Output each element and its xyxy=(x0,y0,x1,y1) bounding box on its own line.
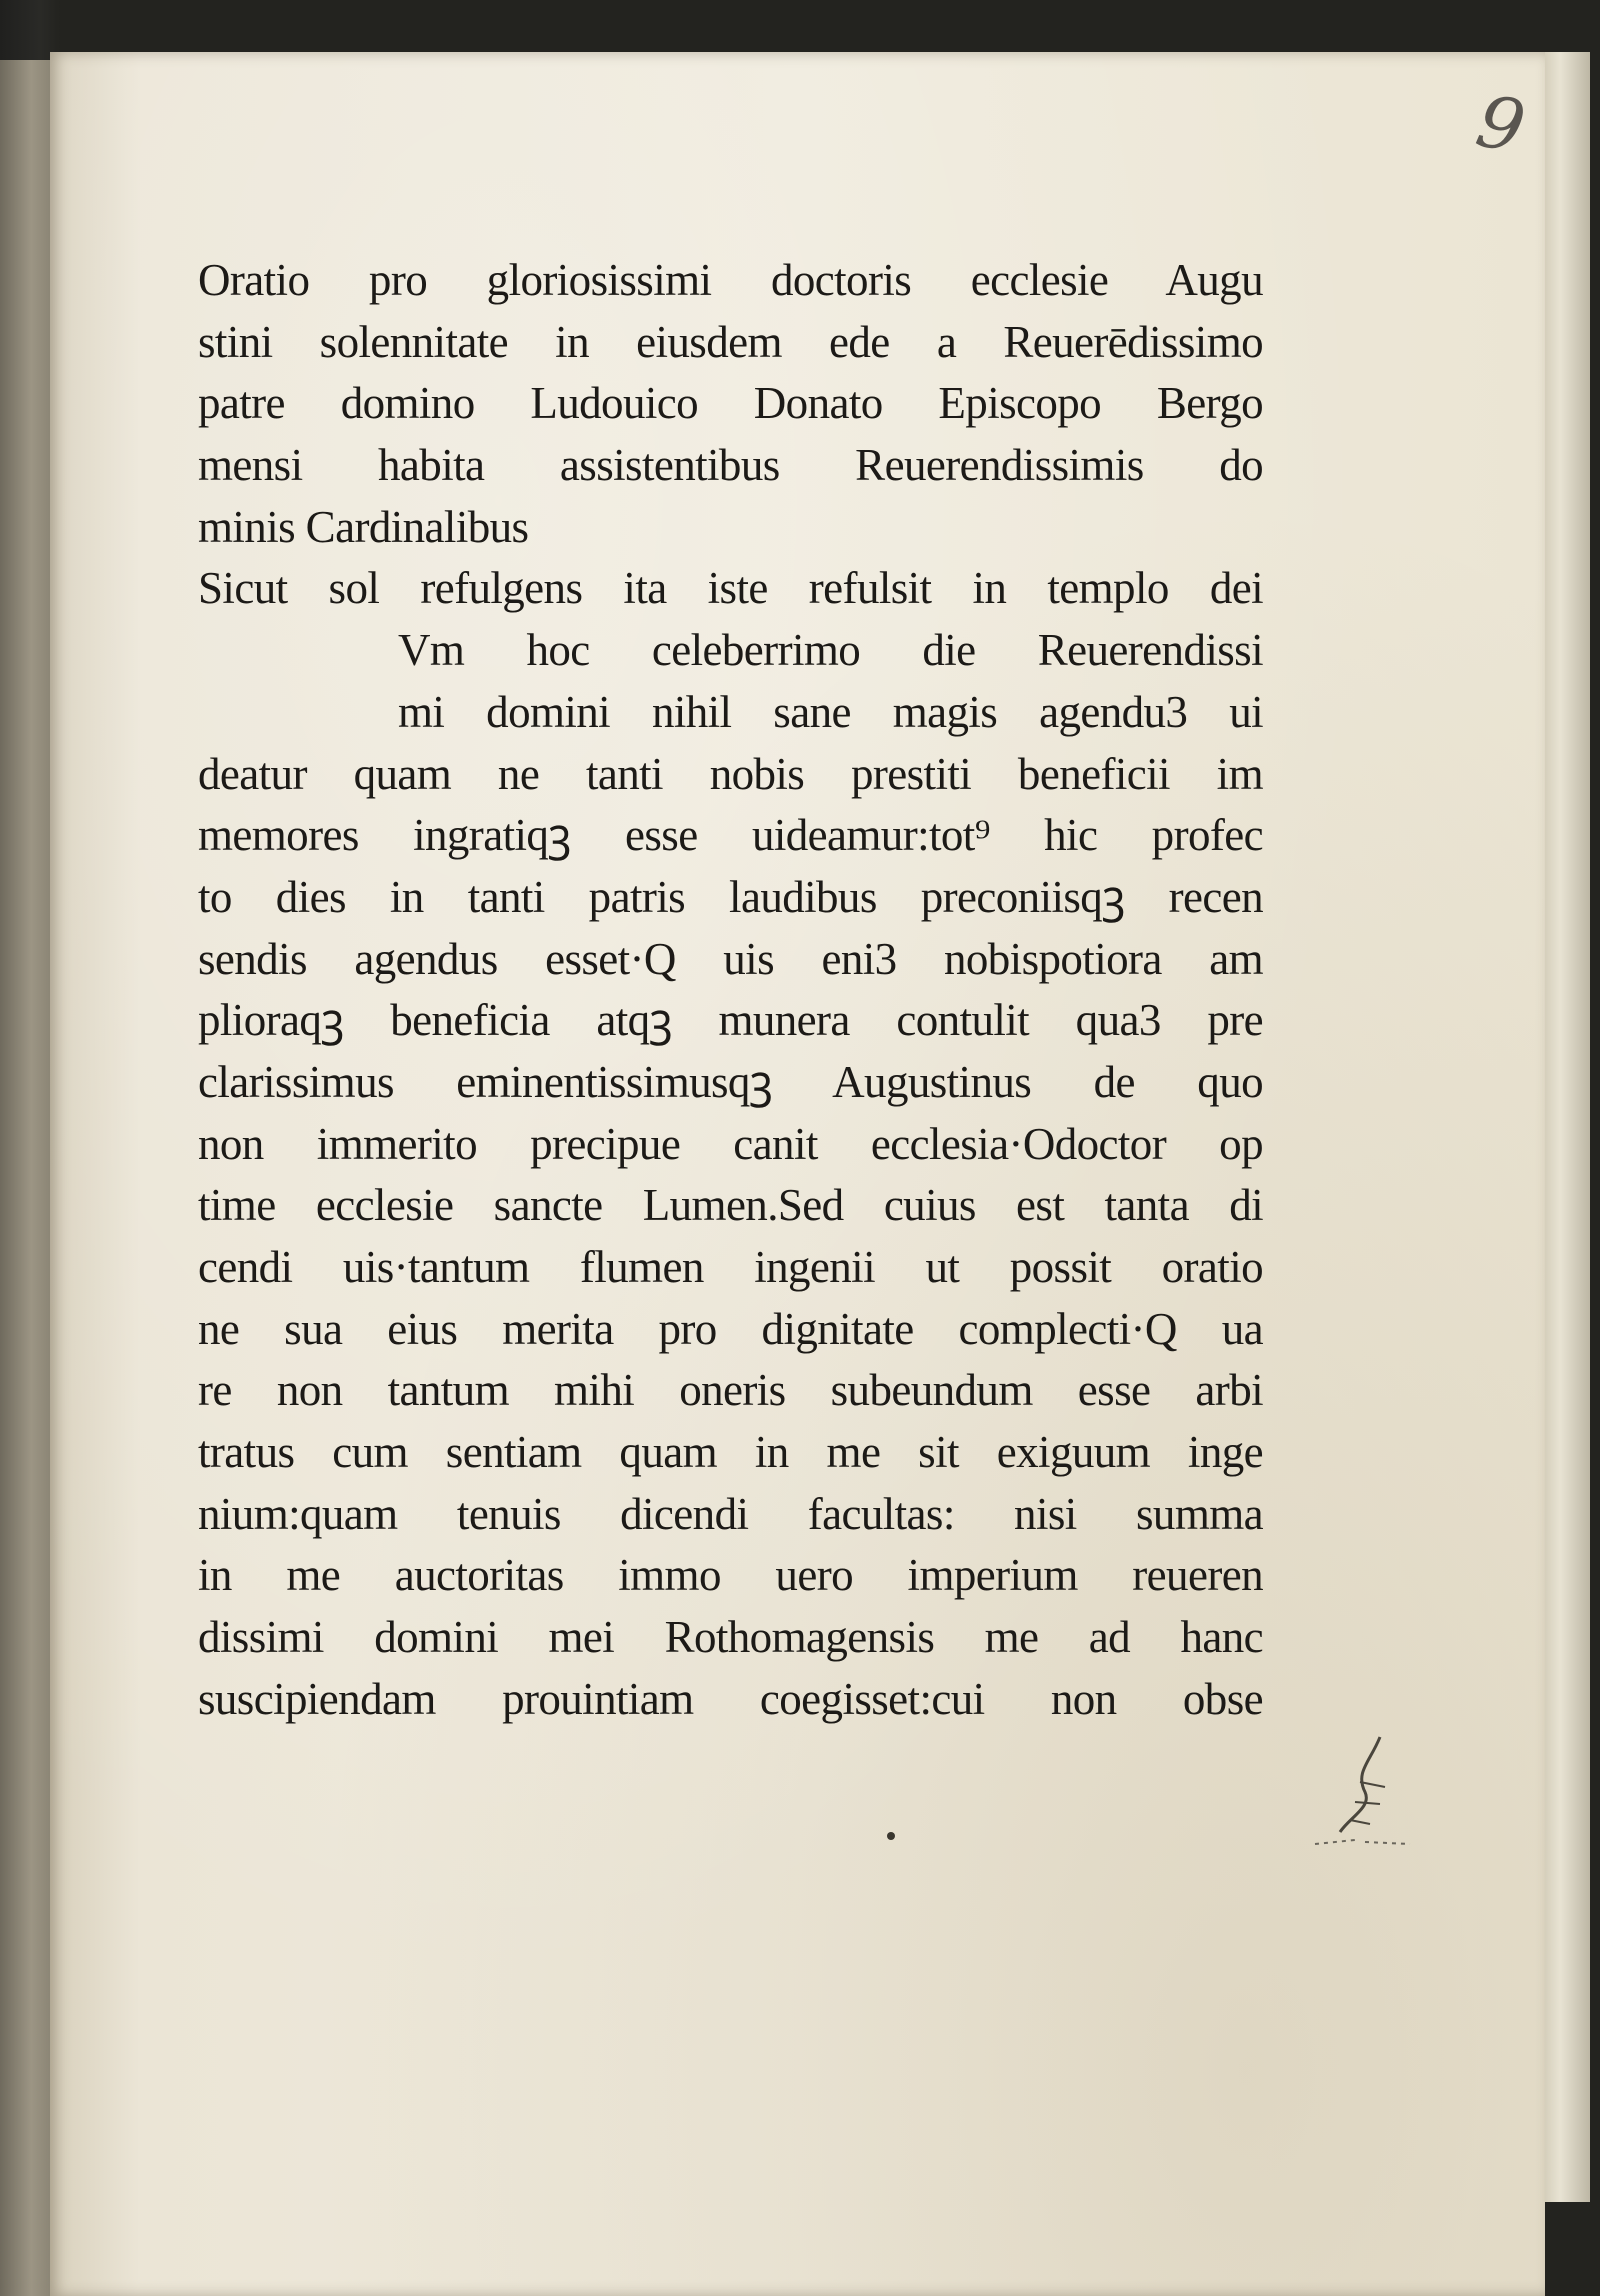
body-line: Vm hoc celeberrimo die Reuerendissi xyxy=(398,625,1263,676)
body-line: deatur quam ne tanti nobis prestiti beneficii im xyxy=(198,748,1263,799)
page-edge xyxy=(1540,52,1590,2202)
facing-page-edge xyxy=(0,60,52,2296)
body-line: nium:quam tenuis dicendi facultas: nisi summa xyxy=(198,1488,1263,1539)
body-line: non immerito precipue canit ecclesia·Odoctor op xyxy=(198,1118,1263,1169)
folio-number: 9 xyxy=(1469,78,1533,170)
body-line: dissimi domini mei Rothomagensis me ad hanc xyxy=(198,1612,1263,1663)
catchword-flourish xyxy=(1310,1732,1420,1852)
body-line: plioraqꝫ beneficia atqꝫ munera contulit qua3 pre xyxy=(198,995,1263,1046)
body-line: mi domini nihil sane magis agendu3 ui xyxy=(398,686,1263,737)
book-page xyxy=(50,52,1545,2296)
epigraph: Sicut sol refulgens ita iste refulsit in templo dei xyxy=(198,563,1263,614)
ink-dot xyxy=(887,1832,895,1840)
body-line: to dies in tanti patris laudibus preconiisqꝫ recen xyxy=(198,871,1263,922)
body-line: ne sua eius merita pro dignitate complecti·Q ua xyxy=(198,1303,1263,1354)
title-line: stini solennitate in eiusdem ede a Reuerēdissimo xyxy=(198,316,1263,367)
body-line: cendi uis·tantum flumen ingenii ut possit oratio xyxy=(198,1242,1263,1292)
body-line: re non tantum mihi oneris subeundum esse arbi xyxy=(198,1365,1263,1416)
title-line: minis Cardinalibus xyxy=(198,501,529,552)
title-line: Oratio pro gloriosissimi doctoris ecclesie Augu xyxy=(198,255,1263,305)
body-line: sendis agendus esset·Q uis eni3 nobispotiora am xyxy=(198,933,1263,984)
body-line: tratus cum sentiam quam in me sit exiguum inge xyxy=(198,1427,1263,1478)
text-block xyxy=(198,250,1263,1731)
body-line: clarissimus eminentissimusqꝫ Augustinus de quo xyxy=(198,1056,1263,1107)
title-line: mensi habita assistentibus Reuerendissimis do xyxy=(198,440,1263,491)
title-line: patre domino Ludouico Donato Episcopo Bergo xyxy=(198,378,1263,429)
body-line: suscipiendam prouintiam coegisset:cui non obse xyxy=(198,1673,1263,1724)
body-line: in me auctoritas immo uero imperium reueren xyxy=(198,1550,1263,1601)
body-line: time ecclesie sancte Lumen.Sed cuius est tanta di xyxy=(198,1180,1263,1231)
body-line: memores ingratiqꝫ esse uideamur:tot⁹ hic profec xyxy=(198,810,1263,861)
